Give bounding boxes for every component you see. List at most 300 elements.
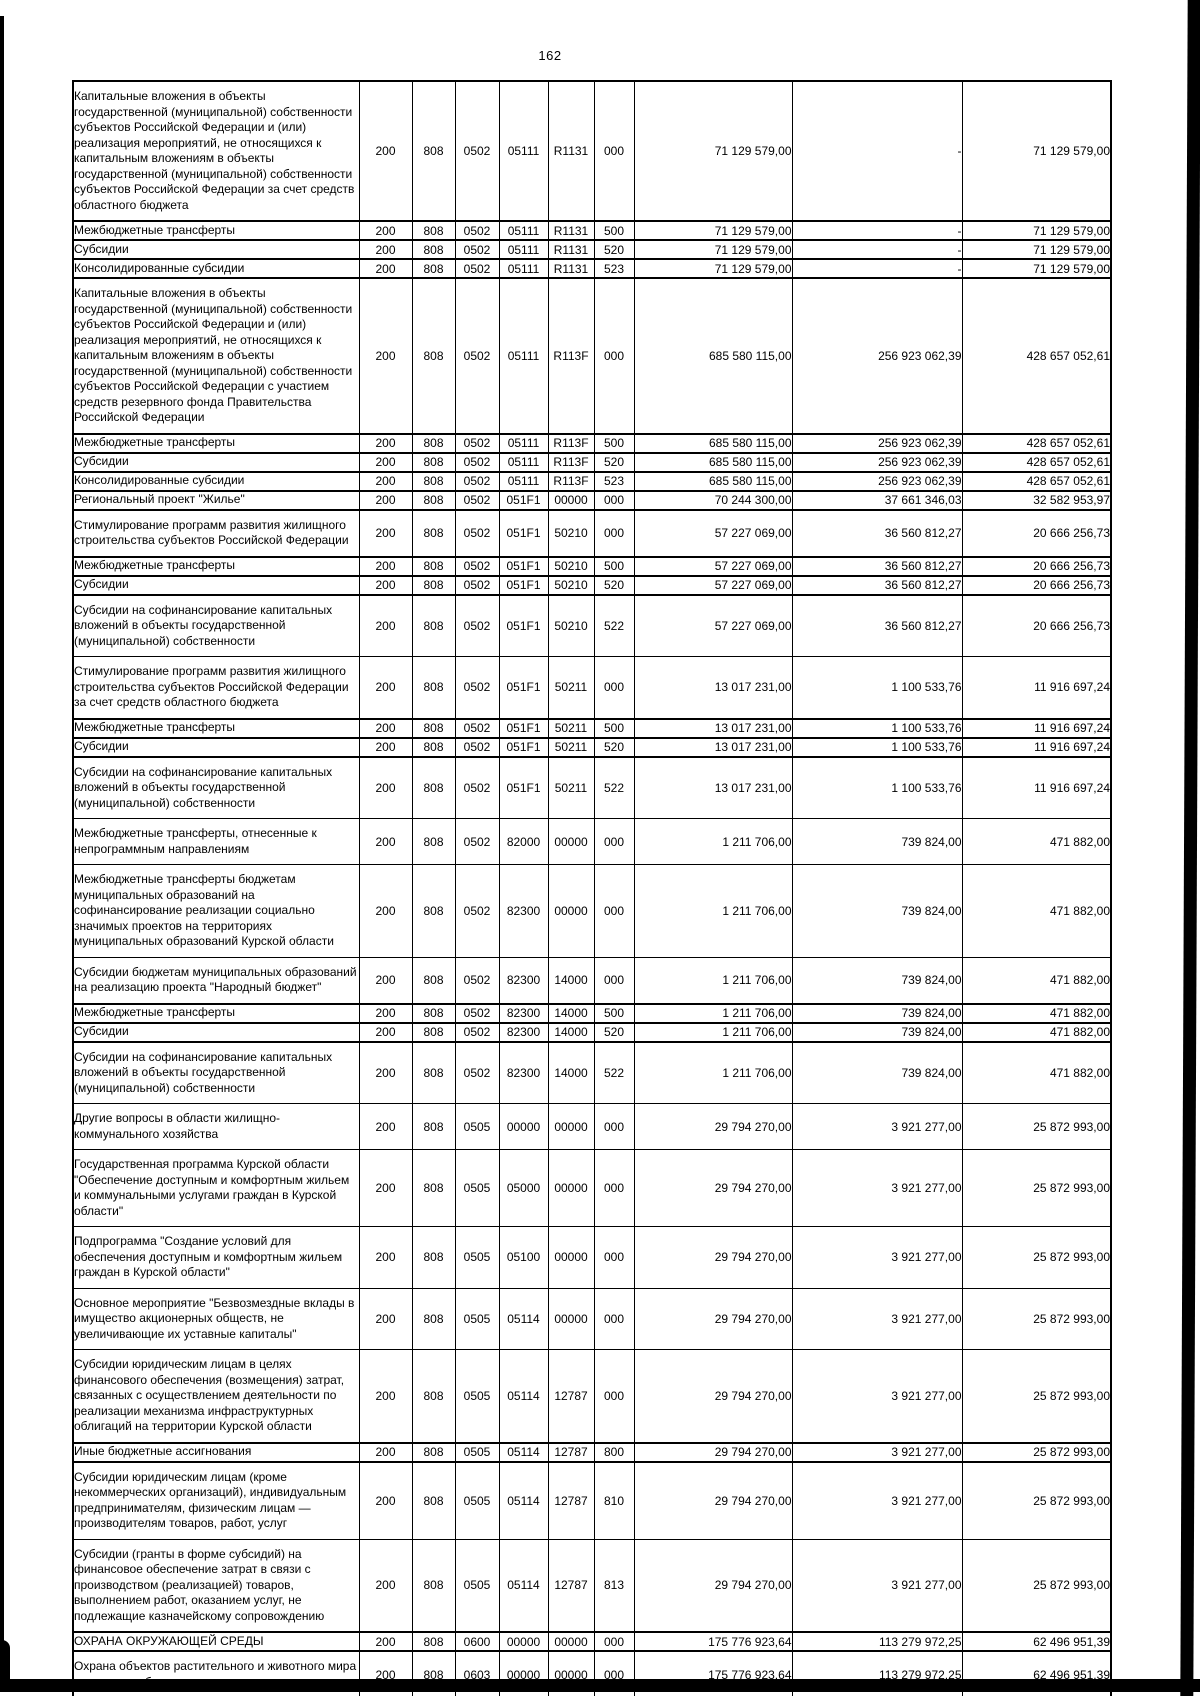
amount-cell: - [792, 221, 962, 240]
expense-type-code: 200 [359, 1462, 412, 1540]
administrator-code: 808 [412, 221, 455, 240]
table-row [73, 819, 1111, 865]
program-code: R113F [548, 472, 594, 491]
table-row [73, 1651, 1111, 1696]
program-code: 12787 [548, 1350, 594, 1443]
target-article-code: 051F1 [499, 557, 548, 576]
expense-kind-code: 810 [594, 1462, 634, 1540]
expense-kind-code: 523 [594, 472, 634, 491]
expense-type-code: 200 [359, 719, 412, 738]
program-code: R1131 [548, 221, 594, 240]
section-subsection-code: 0505 [455, 1104, 499, 1150]
expense-kind-code: 000 [594, 278, 634, 434]
program-code: 12787 [548, 1462, 594, 1540]
expense-kind-code: 520 [594, 240, 634, 259]
amount-cell: 428 657 052,61 [962, 453, 1111, 472]
row-description: ОХРАНА ОКРУЖАЮЩЕЙ СРЕДЫ [73, 1632, 359, 1651]
target-article-code: 00000 [499, 1651, 548, 1696]
target-article-code: 05111 [499, 240, 548, 259]
table-row [73, 865, 1111, 958]
target-article-code: 051F1 [499, 738, 548, 757]
program-code: 12787 [548, 1539, 594, 1632]
administrator-code: 808 [412, 957, 455, 1004]
expense-kind-code: 000 [594, 819, 634, 865]
table-row [73, 278, 1111, 434]
amount-cell: 3 921 277,00 [792, 1443, 962, 1462]
section-subsection-code: 0502 [455, 595, 499, 657]
expense-kind-code: 000 [594, 1150, 634, 1227]
row-description: Межбюджетные трансферты [73, 557, 359, 576]
administrator-code: 808 [412, 576, 455, 595]
section-subsection-code: 0505 [455, 1288, 499, 1350]
amount-cell: 256 923 062,39 [792, 278, 962, 434]
row-description: Субсидии на софинансирование капитальных вложений в объекты государственной (муниципальной) собственности [73, 595, 359, 657]
table-row [73, 576, 1111, 595]
expense-kind-code: 000 [594, 1651, 634, 1696]
target-article-code: 05114 [499, 1462, 548, 1540]
expense-kind-code: 522 [594, 595, 634, 657]
amount-cell: 113 279 972,25 [792, 1632, 962, 1651]
amount-cell: 685 580 115,00 [634, 434, 792, 453]
section-subsection-code: 0502 [455, 434, 499, 453]
row-description: Стимулирование программ развития жилищного строительства субъектов Российской Федерации [73, 510, 359, 557]
administrator-code: 808 [412, 491, 455, 510]
amount-cell: 3 921 277,00 [792, 1150, 962, 1227]
section-subsection-code: 0502 [455, 738, 499, 757]
expense-type-code: 200 [359, 1288, 412, 1350]
program-code: 00000 [548, 819, 594, 865]
amount-cell: 3 921 277,00 [792, 1539, 962, 1632]
expense-kind-code: 000 [594, 1288, 634, 1350]
amount-cell: 29 794 270,00 [634, 1104, 792, 1150]
expense-type-code: 200 [359, 1651, 412, 1696]
amount-cell: 36 560 812,27 [792, 557, 962, 576]
program-code: 00000 [548, 1288, 594, 1350]
table-row [73, 1539, 1111, 1632]
target-article-code: 05114 [499, 1539, 548, 1632]
expense-kind-code: 800 [594, 1443, 634, 1462]
amount-cell: 71 129 579,00 [634, 240, 792, 259]
row-description: Другие вопросы в области жилищно-коммунального хозяйства [73, 1104, 359, 1150]
program-code: 50211 [548, 657, 594, 719]
target-article-code: 82300 [499, 1042, 548, 1104]
amount-cell: 11 916 697,24 [962, 657, 1111, 719]
administrator-code: 808 [412, 434, 455, 453]
target-article-code: 05000 [499, 1150, 548, 1227]
target-article-code: 05100 [499, 1227, 548, 1289]
amount-cell: 3 921 277,00 [792, 1288, 962, 1350]
amount-cell: 471 882,00 [962, 1042, 1111, 1104]
table-row [73, 1227, 1111, 1289]
row-description: Межбюджетные трансферты, отнесенные к непрограммным направлениям [73, 819, 359, 865]
administrator-code: 808 [412, 719, 455, 738]
amount-cell: 71 129 579,00 [634, 259, 792, 278]
expense-type-code: 200 [359, 221, 412, 240]
amount-cell: 13 017 231,00 [634, 757, 792, 819]
section-subsection-code: 0502 [455, 719, 499, 738]
amount-cell: 1 100 533,76 [792, 757, 962, 819]
section-subsection-code: 0600 [455, 1632, 499, 1651]
expense-kind-code: 522 [594, 1042, 634, 1104]
expense-type-code: 200 [359, 1443, 412, 1462]
amount-cell: 20 666 256,73 [962, 510, 1111, 557]
program-code: R1131 [548, 259, 594, 278]
row-description: Субсидии [73, 240, 359, 259]
expense-type-code: 200 [359, 819, 412, 865]
row-description: Субсидии на софинансирование капитальных вложений в объекты государственной (муниципальной) собственности [73, 757, 359, 819]
program-code: 50211 [548, 738, 594, 757]
amount-cell: 1 211 706,00 [634, 957, 792, 1004]
amount-cell: 471 882,00 [962, 957, 1111, 1004]
expense-type-code: 200 [359, 1004, 412, 1023]
table-row [73, 757, 1111, 819]
administrator-code: 808 [412, 81, 455, 221]
row-description: Межбюджетные трансферты бюджетам муниципальных образований на софинансирование реализации социально значимых проектов на территориях муниципальных образований Курской области [73, 865, 359, 958]
administrator-code: 808 [412, 1042, 455, 1104]
amount-cell: 1 211 706,00 [634, 1004, 792, 1023]
section-subsection-code: 0603 [455, 1651, 499, 1696]
row-description: Субсидии (гранты в форме субсидий) на финансовое обеспечение затрат в связи с производством (реализацией) товаров, выполнением работ, оказанием услуг, не подлежащие казначейскому сопровождению [73, 1539, 359, 1632]
program-code: 00000 [548, 1632, 594, 1651]
row-description: Субсидии бюджетам муниципальных образований на реализацию проекта "Народный бюджет" [73, 957, 359, 1004]
expense-type-code: 200 [359, 865, 412, 958]
target-article-code: 05111 [499, 81, 548, 221]
amount-cell: - [792, 240, 962, 259]
row-description: Региональный проект "Жилье" [73, 491, 359, 510]
row-description: Основное мероприятие "Безвозмездные вклады в имущество акционерных обществ, не увеличивающие их уставные капиталы" [73, 1288, 359, 1350]
amount-cell: 70 244 300,00 [634, 491, 792, 510]
expense-type-code: 200 [359, 657, 412, 719]
expense-kind-code: 000 [594, 957, 634, 1004]
expense-type-code: 200 [359, 1042, 412, 1104]
expense-kind-code: 000 [594, 510, 634, 557]
expense-kind-code: 000 [594, 1632, 634, 1651]
amount-cell: 3 921 277,00 [792, 1462, 962, 1540]
program-code: 14000 [548, 957, 594, 1004]
amount-cell: 62 496 951,39 [962, 1651, 1111, 1696]
amount-cell: 428 657 052,61 [962, 472, 1111, 491]
amount-cell: 685 580 115,00 [634, 472, 792, 491]
amount-cell: 11 916 697,24 [962, 738, 1111, 757]
target-article-code: 05111 [499, 278, 548, 434]
table-row [73, 738, 1111, 757]
row-description: Консолидированные субсидии [73, 259, 359, 278]
amount-cell: 25 872 993,00 [962, 1462, 1111, 1540]
expense-kind-code: 500 [594, 719, 634, 738]
program-code: 14000 [548, 1004, 594, 1023]
table-row [73, 1350, 1111, 1443]
program-code: 00000 [548, 1227, 594, 1289]
amount-cell: 471 882,00 [962, 819, 1111, 865]
amount-cell: 37 661 346,03 [792, 491, 962, 510]
expense-kind-code: 000 [594, 1227, 634, 1289]
table-row [73, 1150, 1111, 1227]
administrator-code: 808 [412, 510, 455, 557]
section-subsection-code: 0505 [455, 1350, 499, 1443]
section-subsection-code: 0502 [455, 1042, 499, 1104]
row-description: Субсидии [73, 1023, 359, 1042]
amount-cell: 32 582 953,97 [962, 491, 1111, 510]
table-row [73, 491, 1111, 510]
section-subsection-code: 0502 [455, 278, 499, 434]
table-row [73, 510, 1111, 557]
target-article-code: 051F1 [499, 719, 548, 738]
section-subsection-code: 0505 [455, 1227, 499, 1289]
expense-type-code: 200 [359, 1632, 412, 1651]
administrator-code: 808 [412, 1023, 455, 1042]
expense-kind-code: 500 [594, 1004, 634, 1023]
budget-expenditure-table [72, 80, 1112, 1696]
page-number: 162 [538, 48, 562, 63]
amount-cell: 113 279 972,25 [792, 1651, 962, 1696]
table-row [73, 1462, 1111, 1540]
expense-type-code: 200 [359, 557, 412, 576]
section-subsection-code: 0505 [455, 1462, 499, 1540]
amount-cell: 57 227 069,00 [634, 576, 792, 595]
expense-type-code: 200 [359, 472, 412, 491]
table-row [73, 221, 1111, 240]
section-subsection-code: 0502 [455, 1004, 499, 1023]
amount-cell: 256 923 062,39 [792, 434, 962, 453]
row-description: Субсидии [73, 576, 359, 595]
program-code: 50210 [548, 557, 594, 576]
section-subsection-code: 0502 [455, 491, 499, 510]
amount-cell: 256 923 062,39 [792, 472, 962, 491]
expense-kind-code: 000 [594, 1104, 634, 1150]
amount-cell: 25 872 993,00 [962, 1104, 1111, 1150]
section-subsection-code: 0502 [455, 865, 499, 958]
administrator-code: 808 [412, 1104, 455, 1150]
target-article-code: 051F1 [499, 757, 548, 819]
program-code: R1131 [548, 81, 594, 221]
administrator-code: 808 [412, 819, 455, 865]
expense-kind-code: 520 [594, 738, 634, 757]
expense-type-code: 200 [359, 434, 412, 453]
expense-kind-code: 000 [594, 657, 634, 719]
amount-cell: 20 666 256,73 [962, 595, 1111, 657]
table-row [73, 719, 1111, 738]
target-article-code: 051F1 [499, 657, 548, 719]
amount-cell: 13 017 231,00 [634, 719, 792, 738]
section-subsection-code: 0502 [455, 453, 499, 472]
target-article-code: 00000 [499, 1632, 548, 1651]
amount-cell: 13 017 231,00 [634, 738, 792, 757]
expense-type-code: 200 [359, 1150, 412, 1227]
row-description: Капитальные вложения в объекты государственной (муниципальной) собственности субъектов Российской Федерации и (или) реализация мероприятий, не относящихся к капитальным вложениям в объекты государственной (муниципальной) собственности субъектов Российской Федерации за счет средств областного бюджета [73, 81, 359, 221]
table-row [73, 1443, 1111, 1462]
row-description: Межбюджетные трансферты [73, 221, 359, 240]
amount-cell: 20 666 256,73 [962, 576, 1111, 595]
scan-edge-left [0, 16, 4, 1692]
section-subsection-code: 0502 [455, 1023, 499, 1042]
expense-type-code: 200 [359, 1104, 412, 1150]
table-row [73, 557, 1111, 576]
table-row [73, 434, 1111, 453]
administrator-code: 808 [412, 1350, 455, 1443]
row-description: Субсидии [73, 738, 359, 757]
program-code: 00000 [548, 865, 594, 958]
administrator-code: 808 [412, 1004, 455, 1023]
section-subsection-code: 0505 [455, 1150, 499, 1227]
target-article-code: 05114 [499, 1288, 548, 1350]
expense-kind-code: 500 [594, 434, 634, 453]
expense-kind-code: 000 [594, 865, 634, 958]
table-row [73, 1004, 1111, 1023]
target-article-code: 82300 [499, 865, 548, 958]
row-description: Стимулирование программ развития жилищного строительства субъектов Российской Федерации за счет средств областного бюджета [73, 657, 359, 719]
administrator-code: 808 [412, 1462, 455, 1540]
amount-cell: 71 129 579,00 [634, 81, 792, 221]
administrator-code: 808 [412, 240, 455, 259]
expense-type-code: 200 [359, 510, 412, 557]
administrator-code: 808 [412, 1651, 455, 1696]
program-code: 00000 [548, 1150, 594, 1227]
amount-cell: - [792, 81, 962, 221]
amount-cell: 29 794 270,00 [634, 1443, 792, 1462]
amount-cell: 739 824,00 [792, 819, 962, 865]
amount-cell: 739 824,00 [792, 1023, 962, 1042]
target-article-code: 051F1 [499, 576, 548, 595]
budget-table-body [73, 81, 1111, 1696]
administrator-code: 808 [412, 1150, 455, 1227]
amount-cell: 20 666 256,73 [962, 557, 1111, 576]
target-article-code: 051F1 [499, 510, 548, 557]
amount-cell: 471 882,00 [962, 1004, 1111, 1023]
row-description: Иные бюджетные ассигнования [73, 1443, 359, 1462]
amount-cell: 57 227 069,00 [634, 595, 792, 657]
table-row [73, 595, 1111, 657]
amount-cell: 29 794 270,00 [634, 1150, 792, 1227]
table-row [73, 81, 1111, 221]
amount-cell: 1 211 706,00 [634, 865, 792, 958]
expense-type-code: 200 [359, 1539, 412, 1632]
section-subsection-code: 0502 [455, 81, 499, 221]
target-article-code: 05114 [499, 1443, 548, 1462]
administrator-code: 808 [412, 1632, 455, 1651]
expense-kind-code: 000 [594, 1350, 634, 1443]
expense-type-code: 200 [359, 240, 412, 259]
amount-cell: 685 580 115,00 [634, 453, 792, 472]
expense-kind-code: 520 [594, 576, 634, 595]
row-description: Подпрограмма "Создание условий для обеспечения доступным и комфортным жильем граждан в Курской области" [73, 1227, 359, 1289]
amount-cell: 62 496 951,39 [962, 1632, 1111, 1651]
amount-cell: 175 776 923,64 [634, 1632, 792, 1651]
amount-cell: 3 921 277,00 [792, 1350, 962, 1443]
amount-cell: - [792, 259, 962, 278]
amount-cell: 57 227 069,00 [634, 557, 792, 576]
administrator-code: 808 [412, 557, 455, 576]
program-code: R1131 [548, 240, 594, 259]
row-description: Субсидии [73, 453, 359, 472]
target-article-code: 05111 [499, 259, 548, 278]
program-code: 50211 [548, 757, 594, 819]
administrator-code: 808 [412, 259, 455, 278]
scan-edge-right [1180, 0, 1200, 1696]
amount-cell: 1 100 533,76 [792, 738, 962, 757]
amount-cell: 25 872 993,00 [962, 1539, 1111, 1632]
expense-kind-code: 000 [594, 81, 634, 221]
row-description: Государственная программа Курской области "Обеспечение доступным и комфортным жильем и коммунальными услугами граждан в Курской области" [73, 1150, 359, 1227]
table-row [73, 1632, 1111, 1651]
target-article-code: 82000 [499, 819, 548, 865]
row-description: Субсидии юридическим лицам (кроме некоммерческих организаций), индивидуальным предпринимателям, физическим лицам — производителям товаров, работ, услуг [73, 1462, 359, 1540]
expense-type-code: 200 [359, 576, 412, 595]
amount-cell: 1 211 706,00 [634, 1023, 792, 1042]
amount-cell: 175 776 923,64 [634, 1651, 792, 1696]
amount-cell: 428 657 052,61 [962, 434, 1111, 453]
amount-cell: 29 794 270,00 [634, 1539, 792, 1632]
scan-edge-corner [0, 1640, 10, 1692]
program-code: R113F [548, 453, 594, 472]
administrator-code: 808 [412, 865, 455, 958]
amount-cell: 25 872 993,00 [962, 1350, 1111, 1443]
expense-kind-code: 523 [594, 259, 634, 278]
amount-cell: 739 824,00 [792, 957, 962, 1004]
administrator-code: 808 [412, 1539, 455, 1632]
row-description: Субсидии на софинансирование капитальных вложений в объекты государственной (муниципальной) собственности [73, 1042, 359, 1104]
expense-type-code: 200 [359, 1350, 412, 1443]
expense-kind-code: 500 [594, 221, 634, 240]
target-article-code: 05111 [499, 453, 548, 472]
amount-cell: 36 560 812,27 [792, 595, 962, 657]
amount-cell: 428 657 052,61 [962, 278, 1111, 434]
amount-cell: 25 872 993,00 [962, 1150, 1111, 1227]
amount-cell: 11 916 697,24 [962, 719, 1111, 738]
amount-cell: 3 921 277,00 [792, 1104, 962, 1150]
amount-cell: 29 794 270,00 [634, 1288, 792, 1350]
expense-type-code: 200 [359, 1023, 412, 1042]
administrator-code: 808 [412, 472, 455, 491]
expense-type-code: 200 [359, 957, 412, 1004]
expense-kind-code: 520 [594, 453, 634, 472]
amount-cell: 29 794 270,00 [634, 1350, 792, 1443]
amount-cell: 1 211 706,00 [634, 1042, 792, 1104]
expense-type-code: 200 [359, 278, 412, 434]
section-subsection-code: 0502 [455, 757, 499, 819]
expense-type-code: 200 [359, 757, 412, 819]
row-description: Межбюджетные трансферты [73, 1004, 359, 1023]
target-article-code: 82300 [499, 957, 548, 1004]
expense-type-code: 200 [359, 738, 412, 757]
administrator-code: 808 [412, 278, 455, 434]
section-subsection-code: 0502 [455, 576, 499, 595]
amount-cell: 11 916 697,24 [962, 757, 1111, 819]
program-code: 00000 [548, 1651, 594, 1696]
table-row [73, 657, 1111, 719]
administrator-code: 808 [412, 757, 455, 819]
target-article-code: 051F1 [499, 491, 548, 510]
amount-cell: 36 560 812,27 [792, 576, 962, 595]
section-subsection-code: 0502 [455, 240, 499, 259]
row-description: Консолидированные субсидии [73, 472, 359, 491]
amount-cell: 25 872 993,00 [962, 1227, 1111, 1289]
administrator-code: 808 [412, 595, 455, 657]
expense-kind-code: 813 [594, 1539, 634, 1632]
table-row [73, 453, 1111, 472]
target-article-code: 051F1 [499, 595, 548, 657]
expense-kind-code: 522 [594, 757, 634, 819]
administrator-code: 808 [412, 1227, 455, 1289]
program-code: R113F [548, 278, 594, 434]
administrator-code: 808 [412, 657, 455, 719]
amount-cell: 71 129 579,00 [634, 221, 792, 240]
target-article-code: 05114 [499, 1350, 548, 1443]
expense-type-code: 200 [359, 453, 412, 472]
section-subsection-code: 0502 [455, 819, 499, 865]
table-row [73, 240, 1111, 259]
table-row [73, 472, 1111, 491]
amount-cell: 1 100 533,76 [792, 657, 962, 719]
